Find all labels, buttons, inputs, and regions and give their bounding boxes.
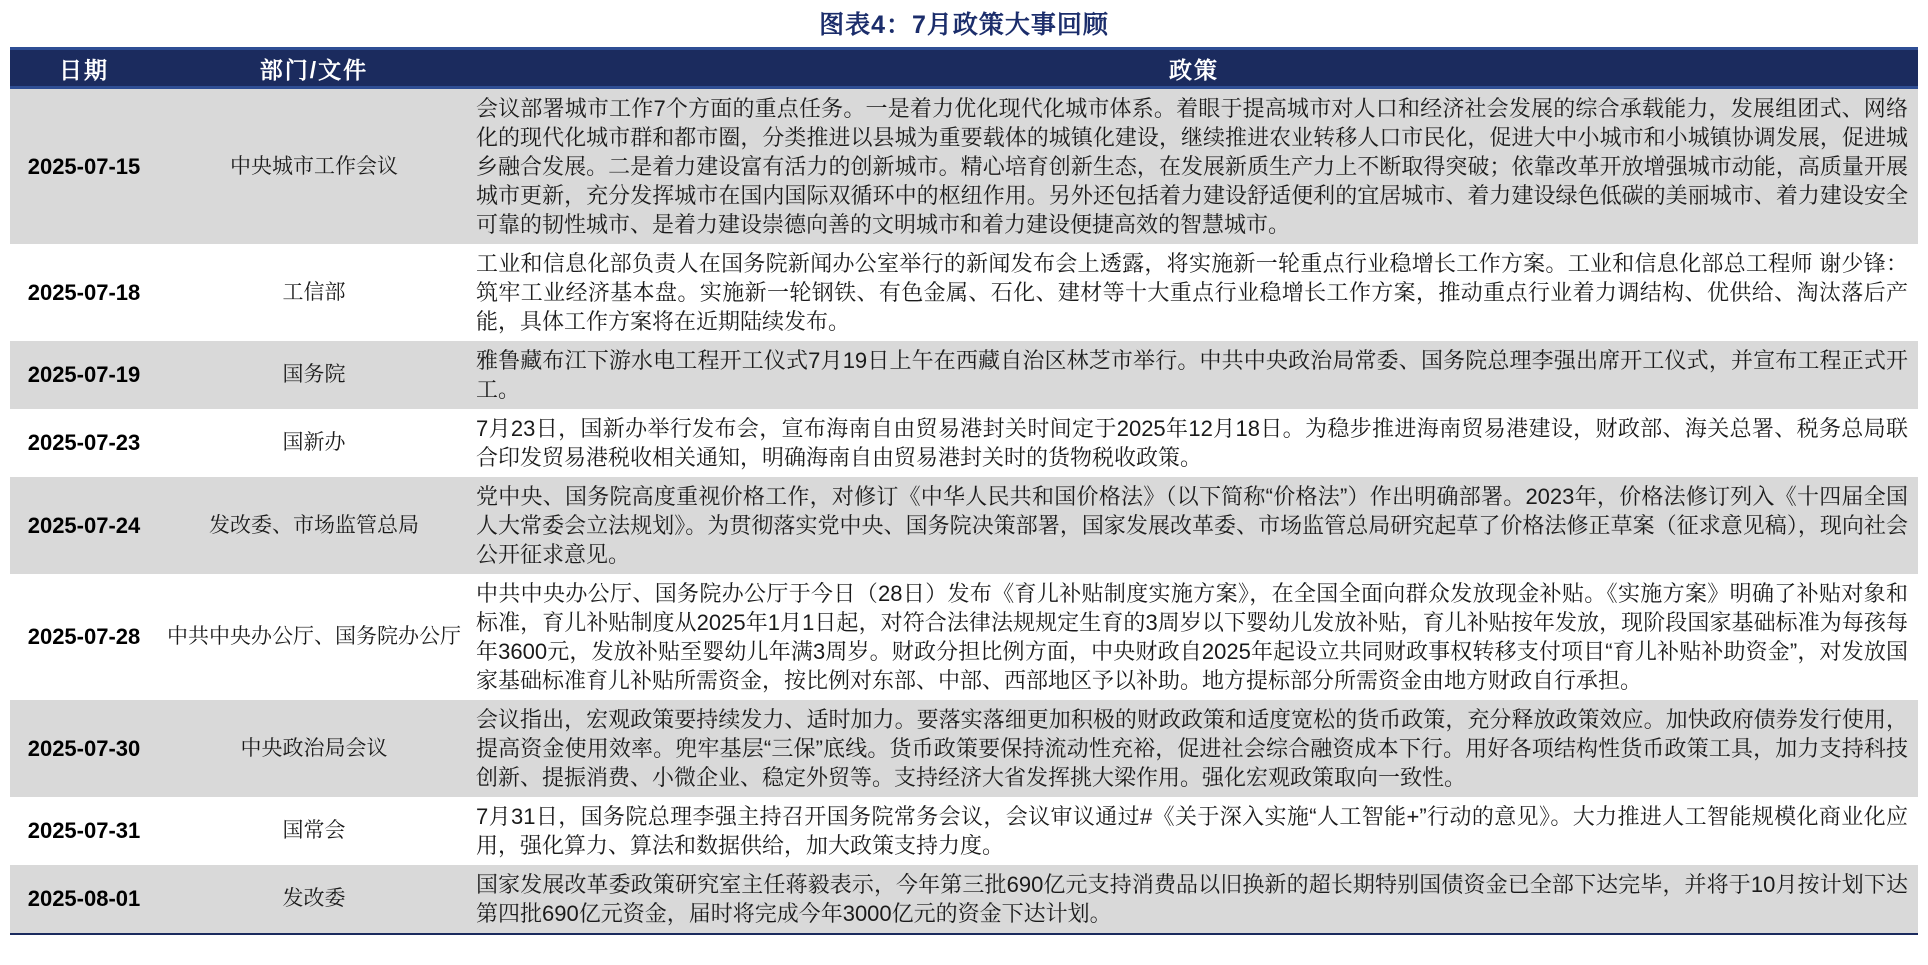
column-header-policy: 政策	[1169, 56, 1219, 83]
date-cell: 2025-07-31	[27, 818, 141, 843]
policy-cell: 会议指出，宏观政策要持续发力、适时加力。要落实落细更加积极的财政政策和适度宽松的货币政策，充分释放政策效应。加快政府债券发行使用，提高资金使用效率。兜牢基层“三保”底线。货币政策要保持流动性充裕，促进社会综合融资成本下行。用好各项结构性货币政策工具，加力支持科技创新、提振消费、小微企业、稳定外贸等。支持经济大省发挥挑大梁作用。强化宏观政策取向一致性。	[476, 707, 1908, 790]
policy-cell: 工业和信息化部负责人在国务院新闻办公室举行的新闻发布会上透露，将实施新一轮重点行业稳增长工作方案。工业和信息化部总工程师 谢少锋：筑牢工业经济基本盘。实施新一轮钢铁、有色金属、石化、建材等十大重点行业稳增长工作方案，推动重点行业着力调结构、优供给、淘汰落后产能，具体工作方案将在近期陆续发布。	[476, 251, 1908, 334]
column-header-date: 日期	[59, 56, 109, 83]
column-header-dept: 部门/文件	[259, 56, 369, 83]
page-title: 图表4：7月政策大事回顾	[819, 11, 1109, 39]
date-cell: 2025-07-30	[27, 735, 141, 761]
date-cell: 2025-08-01	[27, 886, 141, 911]
policy-cell: 党中央、国务院高度重视价格工作，对修订《中华人民共和国价格法》（以下简称“价格法”）作出明确部署。2023年，价格法修订列入《十四届全国人大常委会立法规划》。为贯彻落实党中央、国务院决策部署，国家发展改革委、市场监管总局研究起草了价格法修正草案（征求意见稿），现向社会公开征求意见。	[476, 484, 1908, 567]
table-row	[10, 477, 1918, 574]
table-row	[10, 409, 1918, 477]
date-cell: 2025-07-23	[27, 430, 141, 455]
dept-cell: 发改委、市场监管总局	[209, 513, 419, 537]
policy-cell: 7月31日，国务院总理李强主持召开国务院常务会议，会议审议通过#《关于深入实施“人工智能+”行动的意见》。大力推进人工智能规模化商业化应用，强化算力、算法和数据供给，加大政策支持力度。	[476, 804, 1908, 858]
date-cell: 2025-07-18	[27, 279, 141, 305]
table-row	[10, 341, 1918, 409]
table-header	[10, 47, 1918, 89]
dept-cell: 国常会	[282, 819, 346, 842]
table-body	[10, 89, 1918, 933]
policy-cell: 会议部署城市工作7个方面的重点任务。一是着力优化现代化城市体系。着眼于提高城市对人口和经济社会发展的综合承载能力，发展组团式、网络化的现代化城市群和都市圈，分类推进以县城为重要载体的城镇化建设，继续推进农业转移人口市民化，促进大中小城市和小城镇协调发展，促进城乡融合发展。二是着力建设富有活力的创新城市。精心培育创新生态，在发展新质生产力上不断取得突破；依靠改革开放增强城市动能，高质量开展城市更新，充分发挥城市在国内国际双循环中的枢纽作用。另外还包括着力建设舒适便利的宜居城市、着力建设绿色低碳的美丽城市、着力建设安全可靠的韧性城市、是着力建设崇德向善的文明城市和着力建设便捷高效的智慧城市。	[476, 96, 1908, 237]
dept-cell: 工信部	[282, 280, 346, 304]
date-cell: 2025-07-24	[27, 512, 141, 538]
dept-cell: 国新办	[282, 431, 346, 454]
table-row	[10, 865, 1918, 933]
dept-cell: 中央政治局会议	[240, 736, 388, 760]
date-cell: 2025-07-15	[27, 153, 141, 179]
table-row	[10, 574, 1918, 700]
policy-table	[10, 47, 1918, 935]
table-row	[10, 797, 1918, 865]
policy-cell: 雅鲁藏布江下游水电工程开工仪式7月19日上午在西藏自治区林芝市举行。中共中央政治局常委、国务院总理李强出席开工仪式，并宣布工程正式开工。	[476, 348, 1908, 402]
policy-cell: 国家发展改革委政策研究室主任蒋毅表示，今年第三批690亿元支持消费品以旧换新的超长期特别国债资金已全部下达完毕，并将于10月按计划下达第四批690亿元资金，届时将完成今年3000亿元的资金下达计划。	[476, 872, 1908, 926]
date-cell: 2025-07-28	[27, 624, 141, 649]
table-row	[10, 700, 1918, 797]
table-row	[10, 89, 1918, 244]
dept-cell: 发改委	[282, 887, 346, 910]
dept-cell: 国务院	[282, 363, 346, 386]
date-cell: 2025-07-19	[27, 362, 141, 387]
policy-cell: 7月23日，国新办举行发布会，宣布海南自由贸易港封关时间定于2025年12月18日。为稳步推进海南贸易港建设，财政部、海关总署、税务总局联合印发贸易港税收相关通知，明确海南自由贸易港封关时的货物税收政策。	[476, 416, 1908, 470]
policy-cell: 中共中央办公厅、国务院办公厅于今日（28日）发布《育儿补贴制度实施方案》，在全国全面向群众发放现金补贴。《实施方案》明确了补贴对象和标准，育儿补贴制度从2025年1月1日起，对符合法律法规规定生育的3周岁以下婴幼儿发放补贴，育儿补贴按年发放，现阶段国家基础标准为每孩每年3600元，发放补贴至婴幼儿年满3周岁。财政分担比例方面，中央财政自2025年起设立共同财政事权转移支付项目“育儿补贴补助资金”，对发放国家基础标准育儿补贴所需资金，按比例对东部、中部、西部地区予以补助。地方提标部分所需资金由地方财政自行承担。	[476, 581, 1908, 693]
dept-cell: 中央城市工作会议	[230, 154, 398, 178]
dept-cell: 中共中央办公厅、国务院办公厅	[167, 625, 461, 648]
table-row	[10, 244, 1918, 341]
